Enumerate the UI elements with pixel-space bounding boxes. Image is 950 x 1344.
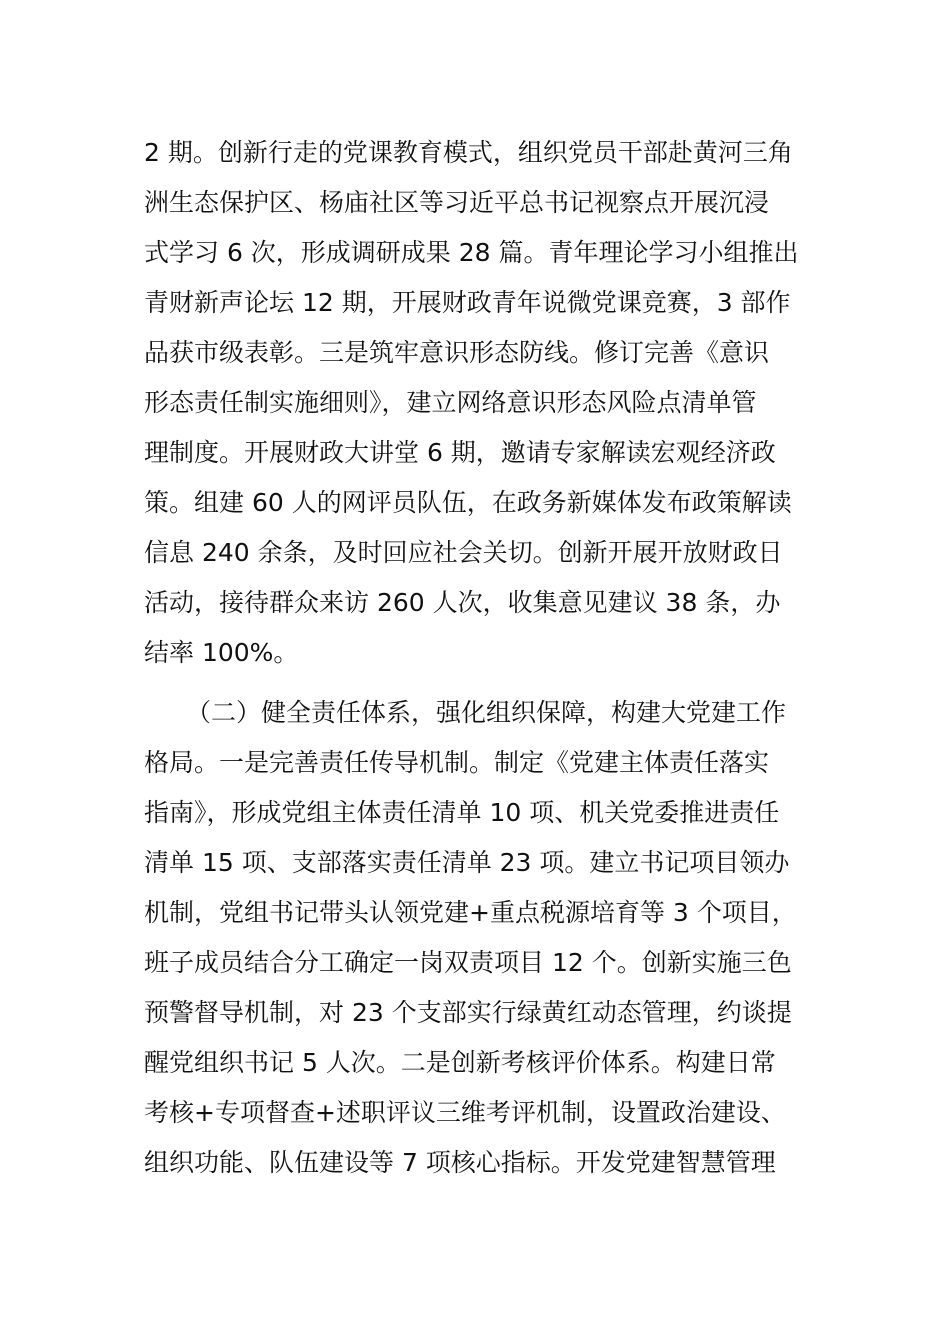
text-line: 结率 100%。 [144, 638, 299, 667]
text-line: 考核+专项督查+述职评议三维考评机制，设置政治建设、 [144, 1098, 786, 1127]
paragraph-2 [144, 688, 808, 1188]
text-line: 青财新声论坛 12 期，开展财政青年说微党课竞赛，3 部作 [144, 288, 791, 317]
text-line: 机制，党组书记带头认领党建+重点税源培育等 3 个项目， [144, 898, 797, 927]
text-line: 组织功能、队伍建设等 7 项核心指标。开发党建智慧管理 [144, 1148, 776, 1177]
text-line: 预警督导机制，对 23 个支部实行绿黄红动态管理，约谈提 [144, 998, 792, 1027]
text-line: 形态责任制实施细则》，建立网络意识形态风险点清单管 [144, 388, 757, 417]
text-line: 醒党组织书记 5 人次。二是创新考核评价体系。构建日常 [144, 1048, 776, 1077]
text-line: 2 期。创新行走的党课教育模式，组织党员干部赴黄河三角 [144, 138, 793, 167]
paragraph-1 [144, 128, 808, 678]
text-line: 洲生态保护区、杨庙社区等习近平总书记视察点开展沉浸 [144, 188, 770, 217]
text-line: 指南》，形成党组主体责任清单 10 项、机关党委推进责任 [144, 798, 780, 827]
paragraph-spacer [144, 678, 808, 688]
text-line: 式学习 6 次，形成调研成果 28 篇。青年理论学习小组推出 [144, 238, 799, 267]
text-line: 清单 15 项、支部落实责任清单 23 项。建立书记项目领办 [144, 848, 790, 877]
text-line-indented: （二）健全责任体系，强化组织保障，构建大党建工作 [186, 698, 787, 727]
text-line: 信息 240 余条，及时回应社会关切。创新开展开放财政日 [144, 538, 783, 567]
text-line: 品获市级表彰。三是筑牢意识形态防线。修订完善《意识 [144, 338, 770, 367]
text-line: 活动，接待群众来访 260 人次，收集意见建议 38 条，办 [144, 588, 781, 617]
text-line: 理制度。开展财政大讲堂 6 期，邀请专家解读宏观经济政 [144, 438, 776, 467]
text-line: 策。组建 60 人的网评员队伍，在政务新媒体发布政策解读 [144, 488, 792, 517]
text-line: 班子成员结合分工确定一岗双责项目 12 个。创新实施三色 [144, 948, 792, 977]
document-body [144, 128, 808, 1188]
text-line: 格局。一是完善责任传导机制。制定《党建主体责任落实 [144, 748, 770, 777]
